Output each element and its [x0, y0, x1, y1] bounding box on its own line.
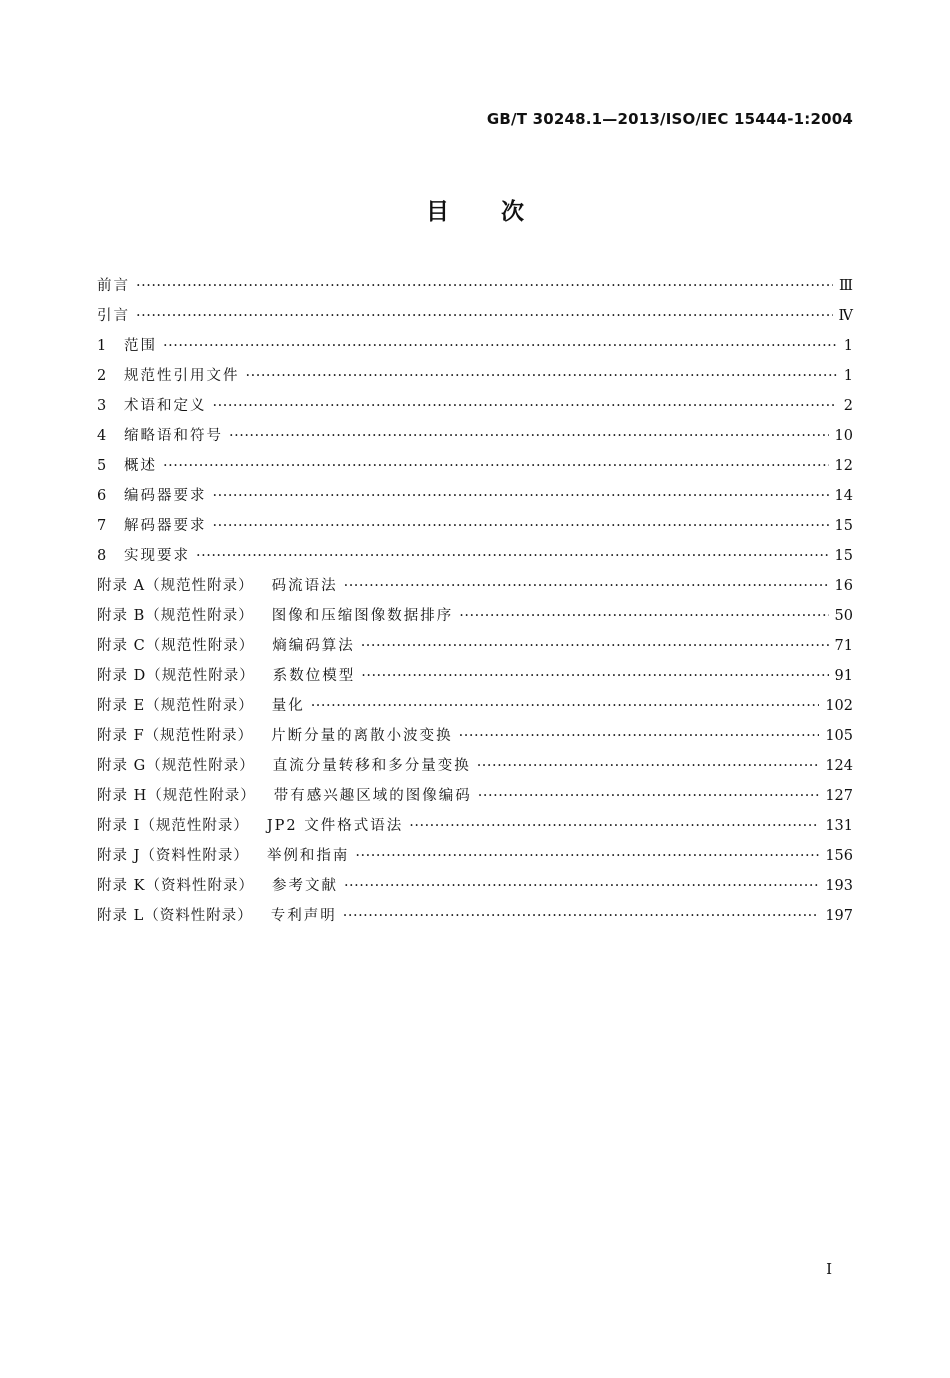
toc-entry-label: 参考文献: [271, 878, 338, 894]
toc-entry-page: Ⅲ: [839, 278, 853, 294]
toc-leader-dots: [343, 901, 820, 931]
table-of-contents: [97, 271, 853, 931]
toc-entry-number: 1: [97, 338, 107, 354]
toc-entry-page: 105: [825, 728, 853, 744]
toc-entry-page: 156: [825, 848, 853, 864]
toc-entry[interactable]: [97, 301, 853, 331]
toc-entry-page: Ⅳ: [838, 308, 853, 324]
toc-entry[interactable]: [97, 811, 853, 841]
toc-entry-appendix-prefix: 附录 C（规范性附录）: [97, 638, 255, 654]
toc-leader-dots: [163, 331, 837, 361]
toc-entry-label: 专利声明: [270, 908, 337, 924]
toc-entry-appendix-prefix: 附录 A（规范性附录）: [97, 578, 254, 594]
toc-entry-page: 15: [834, 518, 853, 534]
toc-leader-dots: [477, 751, 820, 781]
toc-entry-appendix-prefix: 附录 G（规范性附录）: [97, 758, 255, 774]
toc-entry-page: 16: [834, 578, 853, 594]
toc-leader-dots: [344, 871, 819, 901]
toc-entry-label: 编码器要求: [124, 488, 207, 504]
toc-entry-label: 术语和定义: [124, 398, 207, 414]
toc-entry-number: 3: [97, 398, 107, 414]
toc-entry-number: 7: [97, 518, 107, 534]
toc-entry-page: 2: [843, 398, 853, 414]
toc-entry-label: 概述: [124, 458, 157, 474]
toc-entry-number: 4: [97, 428, 107, 444]
toc-leader-dots: [163, 451, 829, 481]
toc-entry-page: 10: [834, 428, 853, 444]
toc-entry-label: 直流分量转移和多分量变换: [272, 758, 471, 774]
toc-entry[interactable]: [97, 841, 853, 871]
toc-entry-page: 1: [843, 368, 853, 384]
toc-leader-dots: [409, 811, 819, 841]
toc-entry-label: 解码器要求: [124, 518, 207, 534]
toc-entry-label: 图像和压缩图像数据排序: [271, 608, 454, 624]
toc-entry[interactable]: [97, 361, 853, 391]
toc-leader-dots: [459, 601, 828, 631]
toc-entry-number: 5: [97, 458, 107, 474]
toc-entry[interactable]: [97, 331, 853, 361]
toc-entry-label: 规范性引用文件: [124, 368, 240, 384]
toc-entry-appendix-prefix: 附录 B（规范性附录）: [97, 608, 254, 624]
toc-entry[interactable]: [97, 751, 853, 781]
toc-leader-dots: [229, 421, 829, 451]
toc-leader-dots: [344, 571, 829, 601]
toc-entry-label: 码流语法: [271, 578, 338, 594]
toc-entry[interactable]: [97, 601, 853, 631]
toc-entry-label: 范围: [124, 338, 157, 354]
toc-entry[interactable]: [97, 631, 853, 661]
toc-entry-appendix-prefix: 附录 D（规范性附录）: [97, 668, 255, 684]
toc-entry-label: JP2 文件格式语法: [266, 818, 404, 834]
toc-entry[interactable]: [97, 691, 853, 721]
toc-entry-page: 193: [825, 878, 853, 894]
toc-entry-label: 熵编码算法: [272, 638, 355, 654]
page-number: I: [826, 1260, 832, 1278]
toc-entry[interactable]: [97, 511, 853, 541]
toc-entry-appendix-prefix: 附录 J（资料性附录）: [97, 848, 249, 864]
toc-entry-page: 131: [825, 818, 853, 834]
toc-leader-dots: [459, 721, 820, 751]
toc-entry-label: 带有感兴趣区域的图像编码: [273, 788, 472, 804]
toc-entry-appendix-prefix: 附录 F（规范性附录）: [97, 728, 254, 744]
toc-leader-dots: [136, 301, 833, 331]
page-title: [0, 193, 950, 226]
toc-entry-label: 系数位模型: [272, 668, 356, 684]
toc-leader-dots: [361, 661, 828, 691]
toc-entry-appendix-prefix: 附录 I（规范性附录）: [97, 818, 249, 834]
standard-number: GB/T 30248.1—2013/ISO/IEC 15444-1:2004: [486, 110, 853, 128]
toc-entry-page: 91: [834, 668, 853, 684]
toc-entry[interactable]: [97, 901, 853, 931]
toc-leader-dots: [361, 631, 829, 661]
toc-entry[interactable]: [97, 571, 853, 601]
toc-leader-dots: [355, 841, 819, 871]
toc-entry[interactable]: [97, 451, 853, 481]
toc-entry-page: 12: [834, 458, 853, 474]
toc-entry[interactable]: [97, 721, 853, 751]
toc-entry-number: 2: [97, 368, 107, 384]
toc-entry-appendix-prefix: 附录 K（资料性附录）: [97, 878, 254, 894]
toc-leader-dots: [196, 541, 829, 571]
toc-leader-dots: [213, 481, 829, 511]
toc-leader-dots: [213, 511, 829, 541]
toc-entry[interactable]: [97, 871, 853, 901]
toc-entry-appendix-prefix: 附录 L（资料性附录）: [97, 908, 253, 924]
toc-entry-page: 127: [825, 788, 853, 804]
title-char-2: 次: [501, 199, 524, 225]
toc-entry-number: 8: [97, 548, 107, 564]
toc-entry-page: 50: [834, 608, 853, 624]
toc-entry[interactable]: [97, 391, 853, 421]
toc-entry-appendix-prefix: 附录 H（规范性附录）: [97, 788, 256, 804]
toc-leader-dots: [311, 691, 820, 721]
toc-entry[interactable]: [97, 541, 853, 571]
toc-entry-page: 102: [825, 698, 853, 714]
toc-entry-page: 15: [834, 548, 853, 564]
toc-entry-label: 量化: [271, 698, 305, 714]
title-char-1: 目: [426, 199, 449, 225]
toc-entry-page: 197: [825, 908, 853, 924]
toc-entry-page: 71: [834, 638, 853, 654]
toc-leader-dots: [136, 271, 833, 301]
toc-leader-dots: [478, 781, 820, 811]
toc-entry-page: 14: [834, 488, 853, 504]
toc-entry[interactable]: [97, 421, 853, 451]
toc-entry-page: 1: [843, 338, 853, 354]
toc-entry-label: 前言: [97, 278, 130, 294]
toc-entry-appendix-prefix: 附录 E（规范性附录）: [97, 698, 254, 714]
toc-entry[interactable]: [97, 661, 853, 691]
toc-entry-label: 缩略语和符号: [124, 428, 223, 444]
toc-entry[interactable]: [97, 271, 853, 301]
toc-leader-dots: [246, 361, 838, 391]
toc-entry-label: 片断分量的离散小波变换: [271, 728, 453, 744]
toc-entry[interactable]: [97, 781, 853, 811]
toc-leader-dots: [213, 391, 838, 421]
toc-entry-page: 124: [825, 758, 853, 774]
toc-entry-number: 6: [97, 488, 107, 504]
toc-entry[interactable]: [97, 481, 853, 511]
toc-entry-label: 举例和指南: [266, 848, 350, 864]
toc-entry-label: 实现要求: [124, 548, 190, 564]
toc-entry-label: 引言: [97, 308, 130, 324]
